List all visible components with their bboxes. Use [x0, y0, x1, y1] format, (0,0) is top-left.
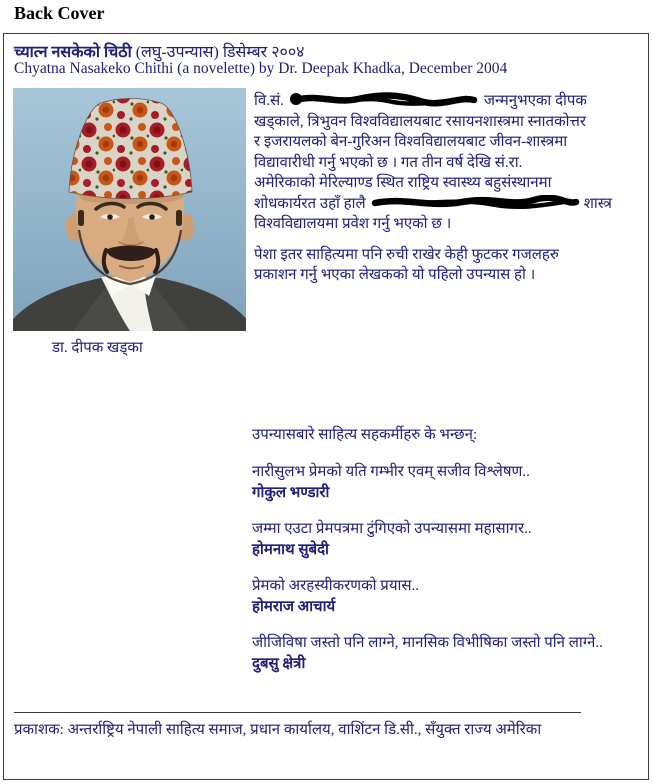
book-title-english: Chyatna Nasakeko Chithi (a novelette) by Dr. Deepak Khadka, December 2004 [14, 60, 508, 77]
bio-line: खड्काले, त्रिभुवन विश्वविद्यालयबाट रसायनशास्त्रमा स्नातकोत्तर [254, 113, 587, 130]
quote-text: प्रेमको अरहस्यीकरणको प्रयास.. [252, 578, 420, 594]
redaction-scribble-icon [288, 92, 480, 107]
bio-line: पेशा इतर साहित्यमा पनि रुची राखेर केही फुटकर गजलहरु [254, 246, 559, 263]
photo-caption: डा. दीपक खड्का [52, 340, 143, 356]
quote-text: जीजिविषा जस्तो पनि लाग्ने, मानसिक विभीषिका जस्तो पनि लाग्ने.. [252, 635, 603, 651]
author-photo [13, 88, 246, 331]
quote-author: होमनाथ सुबेदी [252, 542, 329, 558]
blurbs-section [252, 425, 603, 690]
bio-text: शास्त्र [583, 195, 612, 212]
quote-text: नारीसुलभ प्रेमको यति गम्भीर एवम् सजीव विश्लेषण.. [252, 464, 530, 480]
bio-line: प्रकाशन गर्नु भएका लेखकको यो पहिलो उपन्यास हो । [254, 267, 536, 283]
quote-author: होमराज आचार्य [252, 599, 336, 615]
quote-item [252, 462, 603, 504]
paragraph-gap [254, 235, 650, 245]
bio-line [254, 194, 650, 215]
quote-item [252, 576, 603, 618]
bio-text: वि.सं. [254, 93, 284, 109]
bio-line: विद्यावारीधी गर्नु भएको छ । गत तीन वर्ष देखि सं.रा. [254, 154, 523, 171]
book-title-nepali [14, 40, 305, 62]
redaction-scribble-icon [370, 195, 580, 210]
author-portrait-illustration [13, 88, 246, 331]
divider-line [14, 712, 581, 713]
book-title-nepali-bold: च्यात्न नसकेको चिठी [14, 44, 132, 61]
quote-text: जम्मा एउटा प्रेमपत्रमा टुंगिएको उपन्यासमा महासागर.. [252, 521, 532, 537]
quote-author: गोकुल भण्डारी [252, 485, 330, 501]
bio-line [254, 91, 650, 112]
quote-author: दुबसु क्षेत्री [252, 656, 306, 672]
page-title: Back Cover [14, 3, 105, 23]
bio-line: र इजरायलको बेन-गुरिअन विश्वविद्यालयबाट जीवन-शास्त्रमा [254, 134, 568, 150]
quote-item [252, 633, 603, 675]
author-bio [254, 91, 650, 286]
back-cover-panel [3, 33, 649, 780]
bio-line: विश्वविद्यालयमा प्रवेश गर्नु भएको छ । [254, 216, 452, 232]
bio-text: शोधकार्यरत उहाँ हालै [254, 195, 366, 212]
bio-line: अमेरिकाको मेरिल्याण्ड स्थित राष्ट्रिय स्वास्थ्य बहुसंस्थानमा [254, 175, 552, 191]
book-title-nepali-subtitle: (लघु-उपन्यास) डिसेम्बर २००४ [131, 44, 305, 61]
publisher-line: प्रकाशक: अन्तर्राष्ट्रिय नेपाली साहित्य समाज, प्रधान कार्यालय, वाशिंटन डि.सी., सँयुक्त राज्य अमेरिका [14, 722, 542, 738]
bio-text: जन्मनुभएका दीपक [483, 93, 587, 109]
quote-item [252, 519, 603, 561]
blurbs-intro: उपन्यासबारे साहित्य सहकर्मीहरु के भन्छन्: [252, 427, 478, 443]
